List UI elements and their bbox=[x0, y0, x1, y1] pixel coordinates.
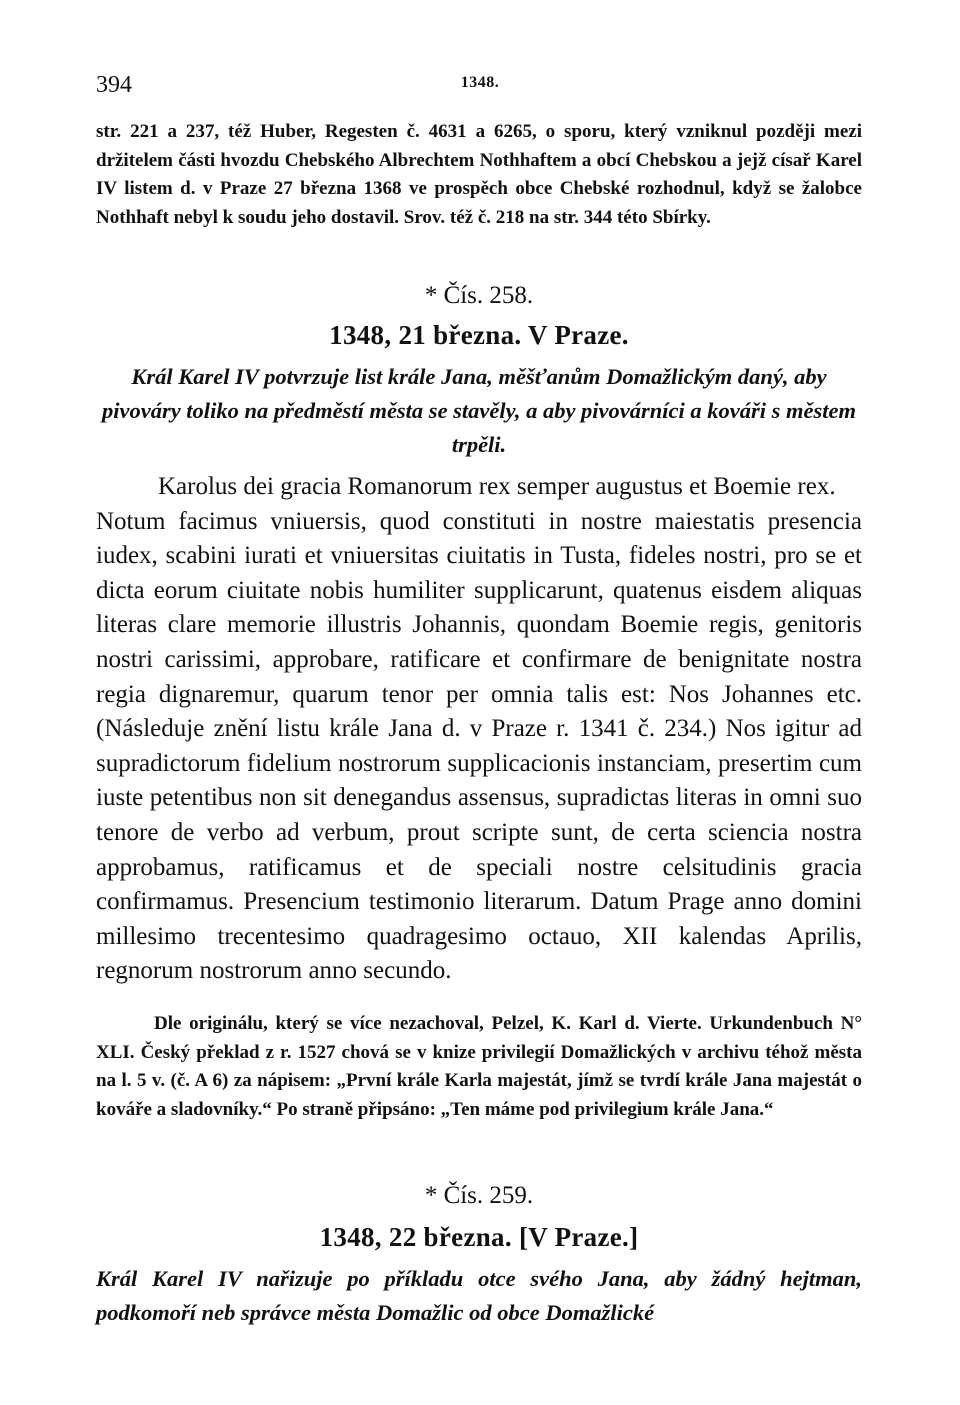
entry-258-summary: Král Karel IV potvrzuje list krále Jana, měšťanům Domažlickým daný, aby pivováry toliko na předměstí města se stavěly, a aby pivovárníci a kováři s městem trpěli. bbox=[101, 364, 857, 457]
entry-258-title-line: Karolus dei gracia Romanorum rex semper augustus et Boemie rex. bbox=[158, 473, 836, 500]
entry-258-date: 1348, 21 března. V Praze. bbox=[329, 320, 629, 350]
entry-258-text: Notum facimus vniuersis, quod constituti in nostre maiestatis presencia iudex, scabini iurati et vniuersitas ciuitatis in Tusta, fideles nostri, pro se et dicta eorum ciuitate nobis humiliter supplicarunt, quatenus eisdem aliquas literas clare memorie illustris Johannis, quondam Boemie regis, genitoris nostri carissimi, approbare, ratificare et confirmare de benignitate nostra regia dignaremur, quarum tenor per omnia talis est: Nos Johannes etc. (Následuje znění listu krále Jana d. v Praze r. 1341 č. 234.) Nos igitur ad supradictorum fidelium nostrorum supplicacionis instanciam, presertim cum iuste petentibus non sit denegandus assensus, supradictas literas in omni suo tenore de verbo ad verbum, prout scripte sunt, de certa sciencia nostra approbamus, ratificamus et de speciali nostre celsitudinis gracia confirmamus. Presencium testimonio literarum. Datum Prage anno domini millesimo trecentesimo quadragesimo octauo, XII kalendas Aprilis, regnorum nostrorum anno secundo. bbox=[96, 507, 862, 985]
footnote-continued: str. 221 a 237, též Huber, Regesten č. 4631 a 6265, o sporu, který vzniknul později mezi držitelem části hvozdu Chebského Albrechtem Nothhaftem a obcí Chebskou a jejž císař Karel IV listem d. v Praze 27 března 1368 ve prospěch obce Chebské rozhodnul, když se žalobce Nothhaft nebyl k soudu jeho dostavil. Srov. též č. 218 na str. 344 této Sbírky. bbox=[96, 121, 862, 228]
entry-259-date: 1348, 22 března. [V Praze.] bbox=[319, 1222, 639, 1252]
running-head: 1348. bbox=[460, 74, 500, 91]
entry-259-summary: Král Karel IV nařizuje po příkladu otce svého Jana, aby žádný hejtman, podkomoří neb správce města Domažlic od obce Domažlické bbox=[96, 1266, 862, 1325]
entry-258-number: * Čís. 258. bbox=[424, 282, 534, 309]
page-number: 394 bbox=[96, 72, 132, 98]
entry-258-note: Dle originálu, který se více nezachoval, Pelzel, K. Karl d. Vierte. Urkundenbuch N° XLI. Český překlad z r. 1527 chová se v knize privilegií Domažlických v archivu téhož města na l. 5 v. (č. A 6) za nápisem: „První krále Karla majestát, jímž se tvrdí krále Jana majestát o kováře a sladovníky.“ Po straně připsáno: „Ten máme pod privilegium krále Jana.“ bbox=[96, 1013, 862, 1120]
entry-258-body bbox=[96, 470, 862, 989]
page-header bbox=[96, 72, 864, 102]
entry-259-number: * Čís. 259. bbox=[424, 1182, 534, 1209]
